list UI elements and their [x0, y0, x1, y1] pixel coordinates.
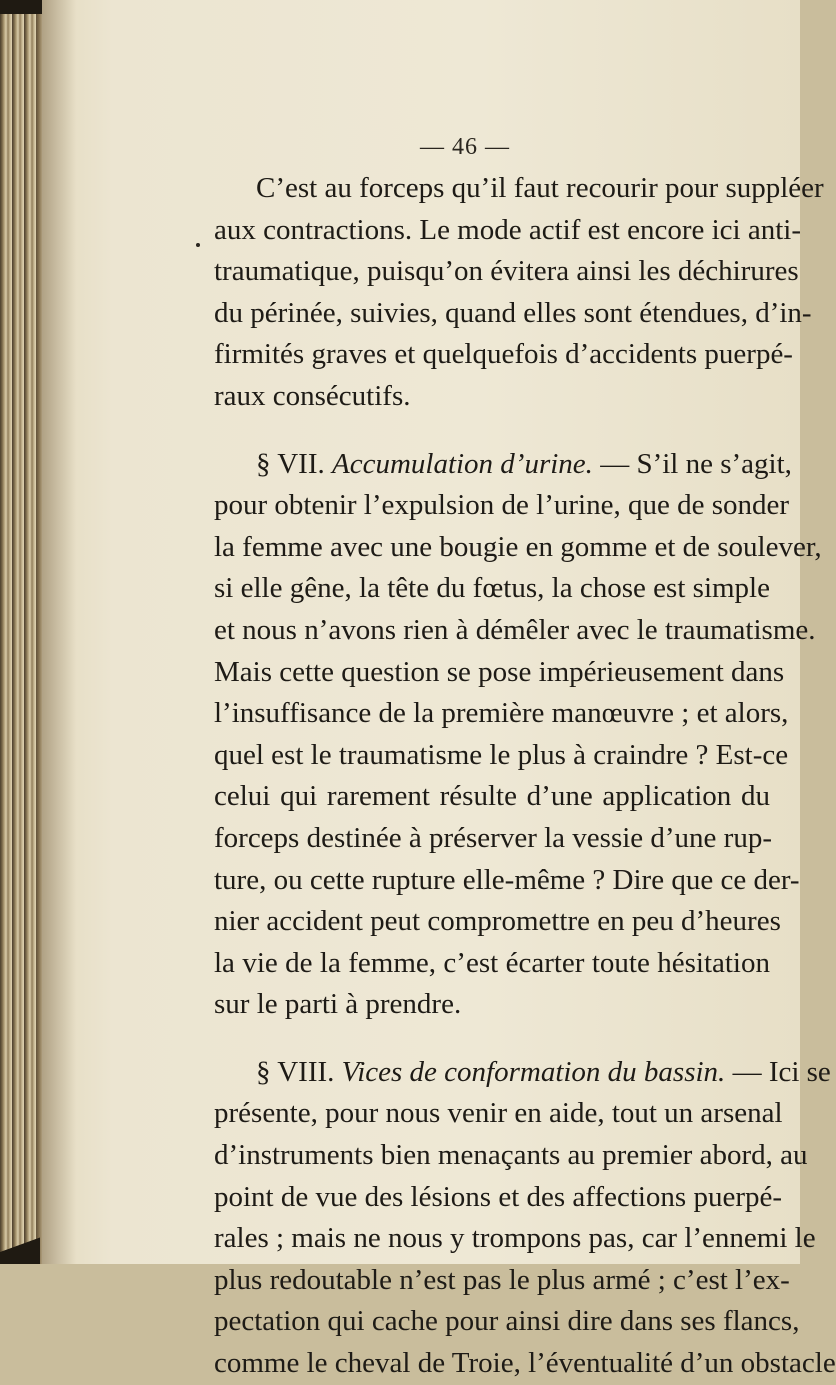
text-line: nier accident peut compromettre en peu d’heures [214, 905, 781, 938]
page-number: — 46 — [420, 134, 510, 160]
section-title: Accumulation d’urine. [331, 447, 593, 480]
text-line: firmités graves et quelquefois d’accidents puerpé- [214, 338, 793, 371]
gutter-shadow [36, 0, 76, 1264]
text-line: d’instruments bien menaçants au premier abord, au [214, 1139, 808, 1172]
text-line: l’insuffisance de la première manœuvre ; et alors, [214, 697, 789, 730]
text-line: la femme avec une bougie en gomme et de soulever, [214, 530, 822, 563]
scan-corner-bottom [0, 1234, 40, 1264]
text-line: présente, pour nous venir en aide, tout un arsenal [214, 1097, 783, 1130]
text-line: quel est le traumatisme le plus à craindre ? Est-ce [214, 738, 789, 771]
section-lead: — S’il ne s’agit, [600, 447, 792, 480]
scan-corner-top [0, 0, 42, 14]
text-line: et nous n’avons rien à démêler avec le traumatisme. [214, 613, 816, 646]
text-line: si elle gêne, la tête du fœtus, la chose est simple [214, 572, 770, 605]
section-mark: § VII. [256, 447, 325, 480]
margin-dot [196, 243, 200, 247]
paragraph-forceps [214, 168, 824, 418]
text-line: celui qui rarement résulte d’une application du [214, 780, 770, 813]
text-line: pectation qui cache pour ainsi dire dans ses flancs, [214, 1305, 800, 1338]
text-line: raux consécutifs. [214, 379, 411, 412]
text-line: plus redoutable n’est pas le plus armé ; c’est l’ex- [214, 1263, 790, 1296]
text-line: ture, ou cette rupture elle-même ? Dire que ce der- [214, 863, 800, 896]
text-line: du périnée, suivies, quand elles sont étendues, d’in- [214, 296, 812, 329]
text-line: rales ; mais ne nous y trompons pas, car l’ennemi le [214, 1222, 816, 1255]
text-line: sur le parti à prendre. [214, 988, 462, 1021]
section-mark: § VIII. [256, 1055, 335, 1088]
section-lead: — Ici se [732, 1055, 831, 1088]
text-line: Mais cette question se pose impérieusement dans [214, 655, 785, 688]
text-line: pour obtenir l’expulsion de l’urine, que de sonder [214, 489, 790, 522]
text-line: aux contractions. Le mode actif est encore ici anti- [214, 213, 801, 246]
text-line: forceps destinée à préserver la vessie d’une rup- [214, 821, 772, 854]
section-title: Vices de conformation du bassin. [341, 1055, 726, 1088]
text-line: C’est au forceps qu’il faut recourir pour suppléer [256, 172, 824, 204]
text-line: point de vue des lésions et des affections puerpé- [214, 1180, 783, 1213]
body-text [214, 168, 836, 1385]
section-heading-line [214, 1052, 831, 1094]
section-vices-conformation [214, 1052, 836, 1385]
text-line: traumatique, puisqu’on évitera ainsi les déchirures [214, 255, 799, 288]
text-line: comme le cheval de Troie, l’éventualité d’un obstacle [214, 1347, 836, 1380]
text-line: la vie de la femme, c’est écarter toute hésitation [214, 946, 770, 979]
section-heading-line [214, 444, 792, 486]
section-accumulation-urine [214, 444, 822, 1026]
